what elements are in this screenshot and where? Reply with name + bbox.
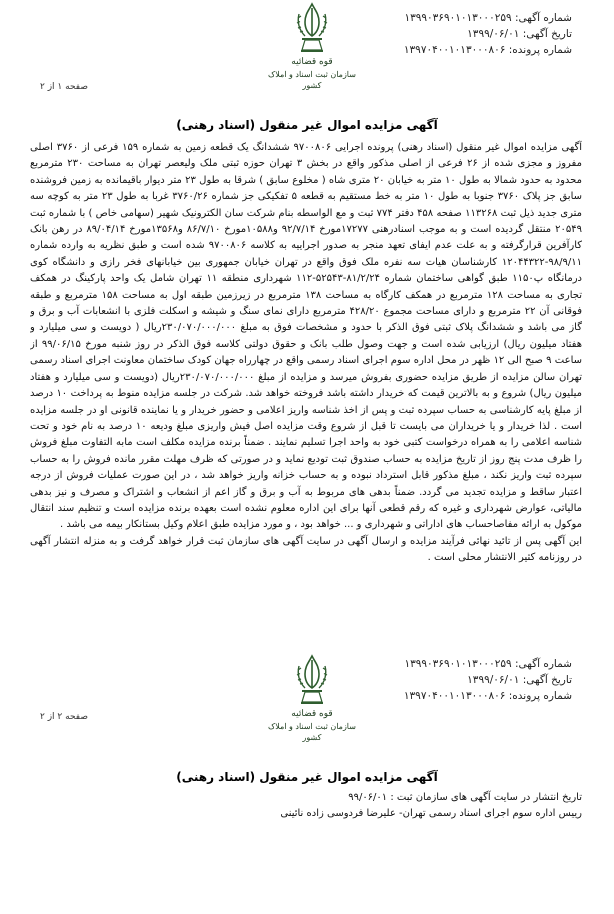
ad-date: تاریخ آگهی: ۱۳۹۹/۰۶/۰۱ <box>467 674 572 686</box>
org-subname: سازمان ثبت اسناد و املاک کشور <box>268 722 356 742</box>
judiciary-emblem <box>262 652 362 743</box>
emblem-icon <box>293 652 331 708</box>
ad-date: تاریخ آگهی: ۱۳۹۹/۰۶/۰۱ <box>467 28 572 40</box>
publish-date-line: تاریخ انتشار در سایت آگهی های سازمان ثبت : ۹۹/۰۶/۰۱ <box>348 792 582 803</box>
signature-line: رییس اداره سوم اجرای اسناد رسمی تهران- علیرضا فردوسی زاده نائینی <box>280 808 582 820</box>
notice-paragraph: این آگهی پس از تائید نهائی فرآیند مزایده و ارسال آگهی در سایت آگهی های سازمان ثبت قرار خواهد گرفت و به منزله انتشار آگهی در روزنامه کثیر الانتشار محلی است . <box>30 535 582 564</box>
page-number: صفحه ۲ از ۲ <box>40 712 88 722</box>
org-name: قوه قضائیه <box>291 709 333 719</box>
org-subname: سازمان ثبت اسناد و املاک کشور <box>268 70 356 90</box>
notice-footer <box>30 790 582 823</box>
emblem-icon <box>293 0 331 56</box>
judiciary-emblem <box>262 0 362 91</box>
file-number: شماره پرونده: ۱۳۹۷۰۴۰۰۱۰۱۳۰۰۰۸۰۶ <box>403 44 572 56</box>
file-number: شماره پرونده: ۱۳۹۷۰۴۰۰۱۰۱۳۰۰۰۸۰۶ <box>403 690 572 702</box>
ad-number: شماره آگهی: ۱۳۹۹۰۳۶۹۰۱۰۱۳۰۰۰۲۵۹ <box>404 658 572 670</box>
ad-number: شماره آگهی: ۱۳۹۹۰۳۶۹۰۱۰۱۳۰۰۰۲۵۹ <box>404 12 572 24</box>
org-name: قوه قضائیه <box>291 57 333 67</box>
notice-body <box>30 140 582 595</box>
notice-title: آگهی مزایده اموال غیر منقول (اسناد رهنی) <box>176 770 438 784</box>
notice-paragraph: آگهی مزایده اموال غیر منقول (اسناد رهنی) پرونده اجرایی ۹۷۰۰۸۰۶ ششدانگ یک قطعه زمین به شماره ۱۵۹ فرعی از ۳۷۶۰ اصلی مفروز و مجزی شده از ۲۶ فرعی از اصلی مذکور واقع در بخش ۳ تهران حوزه ثبتی ملک ولیعصر تهران به مساحت ۲۳۰ مترمربع محدود به حدود شمالا به طول ۱۰ متر به خیابان ۲۰ متری شاه ( مخلوع سابق ) شرقا به طول ۲۳ متر دیوار باقیمانده به زمین فروشنده سابق جز پلاک ۳۷۶۰ جنوبا به طول ۱۰ متر به خط مستقیم به قطعه ۵ تفکیکی جز شماره ۳۷۶۰/۲۶ غربا به طول ۲۳ متر به کوچه سه متری جدید ذیل ثبت ۱۱۳۲۶۸ صفحه ۴۵۸ دفتر ۷۷۴ ثبت و مع الواسطه بنام شرکت سان الکترونیک شهیر (سهامی خاص ) با شماره ثبت ۲۰۵۴۹ منتقل گردیده است و به موجب اسنادرهنی ۱۷۲۷۷مورخ ۹۲/۷/۱۴ و۱۰۵۸۸مورخ ۸۶/۷/۱۰ و۱۳۵۶۸مورخ ۸۹/۰۴/۱۴ در رهن بانک کارآفرین قرارگرفته و به علت عدم ایفای تعهد منجر به صدور اجراییه به کلاسه ۹۷۰۰۸۰۶ شده است و طبق نظریه به وارده شماره ۹۸/۹/۱۱-۱۲۰۴۴۳۲۲ کارشناسان هیات سه نفره ملک فوق واقع در تهران خیابان جمهوری بین خیابانهای فخر رازی و دانشگاه کوی درمانگاه پ۱۱۵۰ طبق گواهی ساختمان شماره ۸۱/۲/۲۴-۵۲۵۴۳-۱۱۲ شهرداری منطقه ۱۱ تهران شامل یک واحد پارکینگ در همکف تجاری به مساحت ۱۲۸ مترمربع در همکف کارگاه به مساحت ۱۳۸ مترمربع در زیرزمین طبقه اول به مساحت ۱۵۸ مترمربع و طبقه فوقانی آن ۲۲ مترمربع و دارای مساحت مجموع ۴۲۸/۲۰ مترمربع دارای نمای سنگ و شیشه و اسکلت فلزی با انشعابات آب و برق و گاز می باشد و ششدانگ پلاک ثبتی فوق الذکر با حدود و مشخصات فوق به مبلغ ۲۳۰/۰۷۰/۰۰۰/۰۰۰ریال ( دویست و سی میلیارد و هفتاد میلیون ریال) ارزیابی شده است و جهت وصول طلب بانک و حقوق دولتی کلاسه فوق الذکر در روز شنبه مورخ ۹۹/۰۶/۱۵ از ساعت ۹ صبح الی ۱۲ ظهر در محل اداره سوم اجرای اسناد رسمی واقع در چهارراه جهان کودک ساختمان معاونت اجرای اسناد رسمی تهران سالن مزایده از طریق مزایده حضوری بفروش میرسد و مزایده از مبلغ ۲۳۰/۰۷۰/۰۰۰/۰۰۰ریال (دویست و سی میلیارد و هفتاد میلیون ریال) شروع و به بالاترین قیمت که خریدار داشته باشد فروخته خواهد شد. شرکت در جلسه مزایده منوط به پرداخت ۱۰ درصد از مبلغ پایه کارشناسی به حساب سپرده ثبت و پس از اخذ شناسه واریز اعلامی و حضور خریدار و یا نماینده قانونی او در جلسه مزایده است . لذا خریدار و یا خریداران می بایست تا قبل از شروع وقت مزایده اصل فیش واریزی مبلغ ودیعه ۱۰ درصد به نام خود و تحت شناسه اعلامی را به همراه درخواست کتبی خود به واحد اجرا تسلیم نمایند . ضمناً برنده مزایده مکلف است مابه التفاوت مبلغ فروش را ظرف مدت پنج روز از تاریخ مزایده به حساب صندوق ثبت تودیع نماید و در صورتی که ظرف مهلت مقرر مانده فروش را به حساب سپرده ثبت واریز نکند ، مبلغ مذکور قابل استرداد نبوده و به حساب خزانه واریز خواهد شد ، در این صورت عملیات فروش از درجه اعتبار ساقط و مزایده تجدید می گردد. ضمناً بدهی های مربوط به آب و برق و گاز اعم از انشعاب و اشتراک و مصرف و نیز بدهی مالیاتی، عوارض شهرداری و غیره که رقم قطعی آنها برای این اداره معلوم نشده است بعهده برنده مزایده است و تنظیم سند انتقال موکول به ارائه مفاصاحساب های اداراتی و شهرداری و ... خواهد بود ، و مورد مزایده طبق اعلام وکیل بستانکار بیمه می باشد . <box>30 142 582 531</box>
notice-page-2 <box>0 640 614 914</box>
notice-meta <box>404 656 572 704</box>
notice-title: آگهی مزایده اموال غیر منقول (اسناد رهنی) <box>176 118 438 132</box>
page-number: صفحه ۱ از ۲ <box>40 82 88 92</box>
notice-meta <box>404 10 572 58</box>
